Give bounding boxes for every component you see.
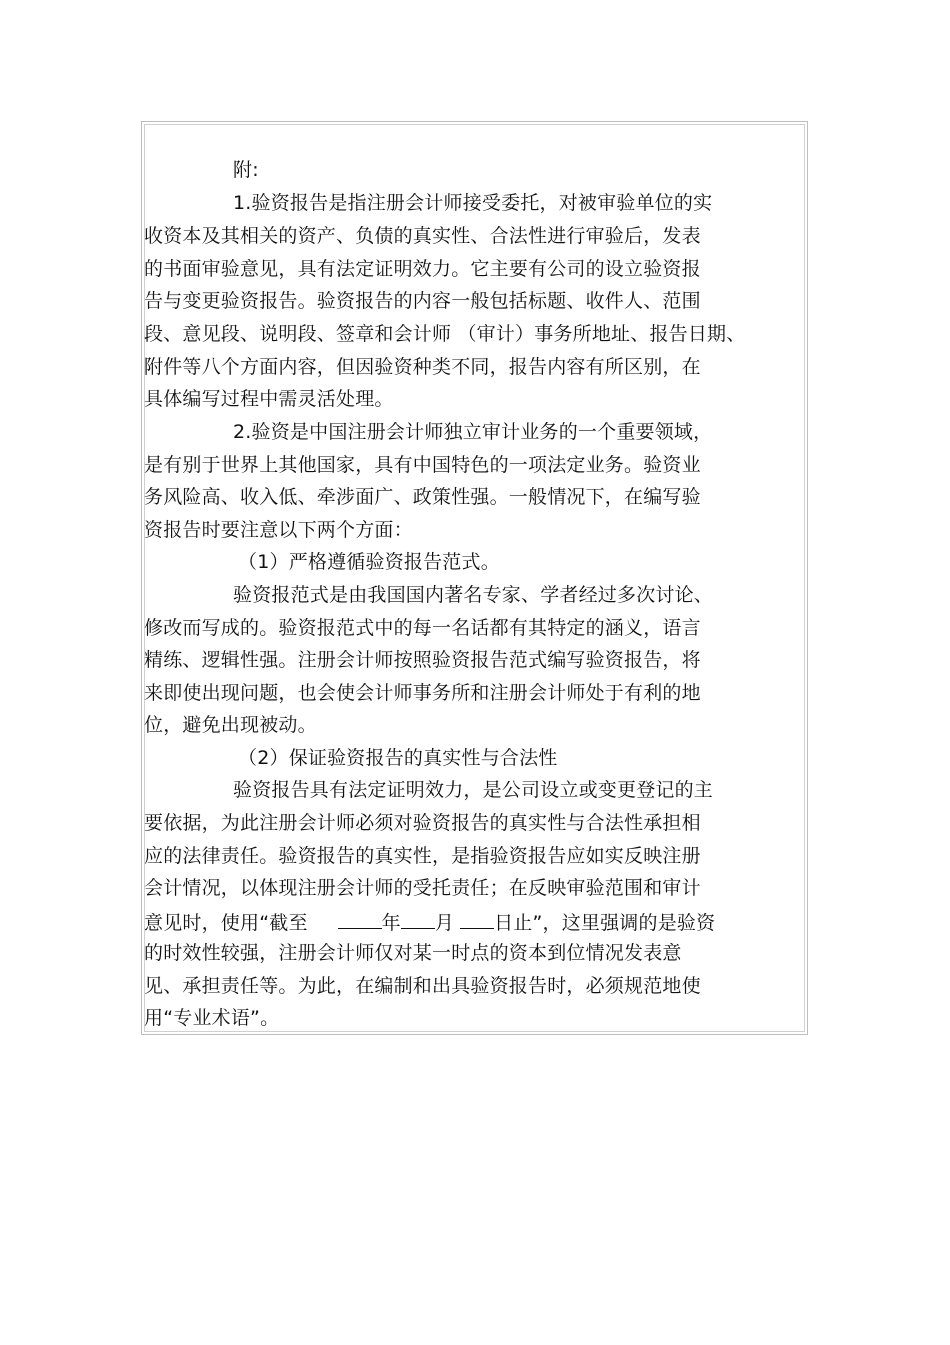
p3-line-3: 精练、逻辑性强。注册会计师按照验资报告范式编写验资报告，将 xyxy=(144,649,701,671)
p4-line-2: 要依据，为此注册会计师必须对验资报告的真实性与合法性承担相 xyxy=(144,812,701,834)
p3-line-2: 修改而写成的。验资报范式中的每一名话都有其特定的涵义，语言 xyxy=(144,617,701,639)
p2-line-4: 资报告时要注意以下两个方面： xyxy=(144,519,413,541)
p4-line-3: 应的法律责任。验资报告的真实性，是指验资报告应如实反映注册 xyxy=(144,845,701,867)
p3-line-4: 来即使出现问题，也会使会计师事务所和注册会计师处于有利的地 xyxy=(144,682,701,704)
year-label: 年 xyxy=(381,912,401,934)
p1-line-2: 收资本及其相关的资产、负债的真实性、合法性进行审验后，发表 xyxy=(144,225,701,247)
p4-line-5-date-blanks xyxy=(144,909,715,935)
month-blank xyxy=(401,909,435,929)
p4-line-6: 的时效性较强，注册会计师仅对某一时点的资本到位情况发表意 xyxy=(144,942,682,964)
p3-line-5: 位，避免出现被动。 xyxy=(144,714,317,736)
p2-line-3: 务风险高、收入低、牵涉面广、政策性强。一般情况下，在编写验 xyxy=(144,486,701,508)
p1-line-7: 具体编写过程中需灵活处理。 xyxy=(144,388,394,410)
day-blank xyxy=(460,909,494,929)
p1-line-5: 段、意见段、说明段、签章和会计师 （审计）事务所地址、报告日期、 xyxy=(144,323,746,345)
p2-line-2: 是有别于世界上其他国家，具有中国特色的一项法定业务。验资业 xyxy=(144,454,701,476)
p1-line-3: 的书面审验意见，具有法定证明效力。它主要有公司的设立验资报 xyxy=(144,258,701,280)
date-prefix-text: 意见时，使用“截至 xyxy=(144,912,308,934)
appendix-heading: 附: xyxy=(233,159,259,181)
p3-line-1: 验资报范式是由我国国内著名专家、学者经过多次讨论、 xyxy=(233,584,714,606)
p4-line-7: 见、承担责任等。为此，在编制和出具验资报告时，必须规范地使 xyxy=(144,975,701,997)
month-label: 月 xyxy=(434,912,455,934)
subheading-2: （2）保证验资报告的真实性与合法性 xyxy=(238,747,558,769)
p4-line-8: 用“专业术语”。 xyxy=(144,1007,280,1029)
p2-line-1: 2.验资是中国注册会计师独立审计业务的一个重要领域， xyxy=(233,421,713,443)
p1-line-1: 1.验资报告是指注册会计师接受委托，对被审验单位的实 xyxy=(233,192,713,214)
date-suffix-text: 日止”，这里强调的是验资 xyxy=(494,912,716,934)
p4-line-4: 会计情况，以体现注册会计师的受托责任；在反映审验范围和审计 xyxy=(144,877,701,899)
p1-line-4: 告与变更验资报告。验资报告的内容一般包括标题、收件人、范围 xyxy=(144,290,701,312)
year-blank xyxy=(338,909,382,929)
p4-line-1: 验资报告具有法定证明效力，是公司设立或变更登记的主 xyxy=(233,779,714,801)
p1-line-6: 附件等八个方面内容，但因验资种类不同，报告内容有所区别，在 xyxy=(144,356,701,378)
subheading-1: （1）严格遵循验资报告范式。 xyxy=(238,551,500,573)
